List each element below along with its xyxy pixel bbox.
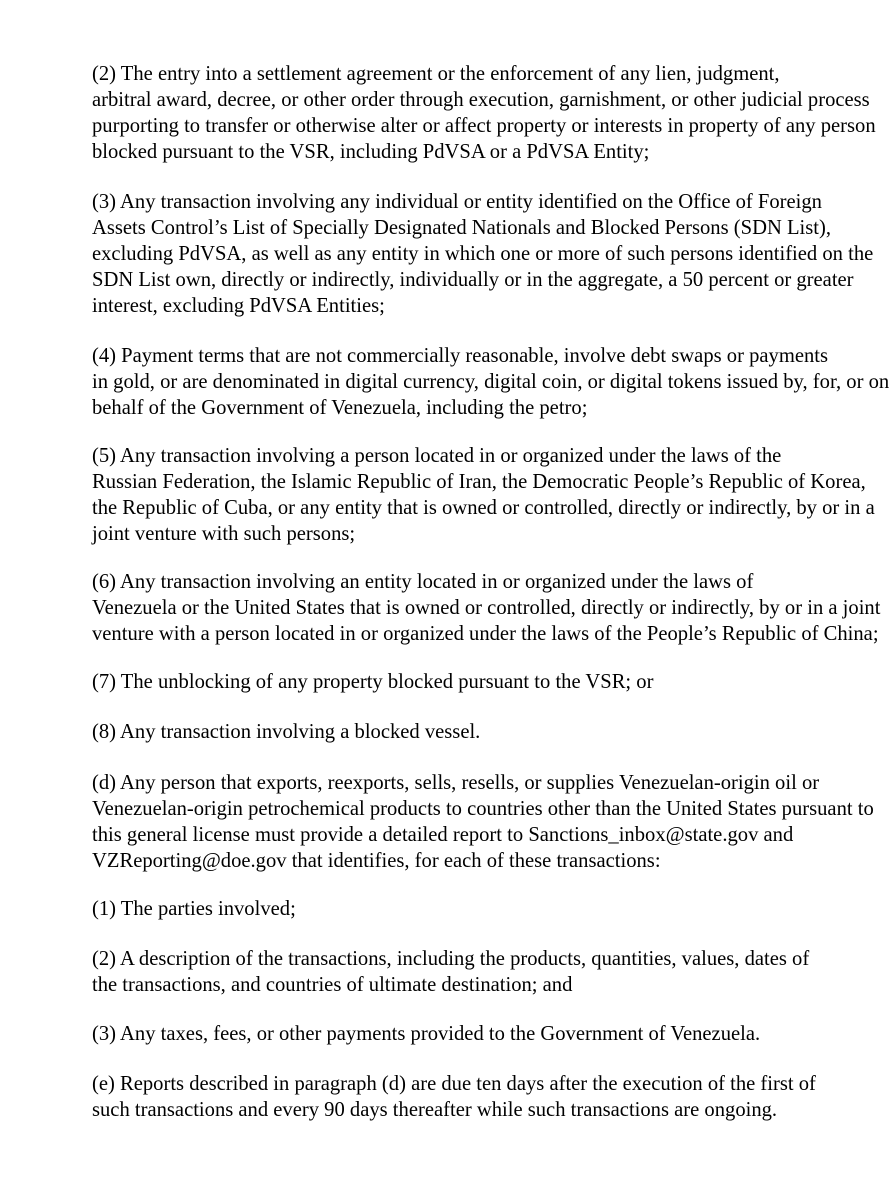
paragraph-c2: [29, 62, 889, 166]
text-line: Venezuelan-origin petrochemical products to countries other than the United States pursuant to: [92, 797, 874, 820]
text-line: (5) Any transaction involving a person located in or organized under the laws of the: [92, 445, 782, 467]
paragraph-c7: [29, 670, 889, 696]
paragraph-c6: [29, 570, 889, 648]
paragraph-e: [29, 1072, 889, 1124]
text-line: such transactions and every 90 days thereafter while such transactions are ongoing.: [92, 1098, 778, 1121]
text-line: behalf of the Government of Venezuela, including the petro;: [92, 396, 588, 419]
paragraph-d2: [29, 947, 889, 999]
text-line: (3) Any transaction involving any individual or entity identified on the Office of Foreign: [92, 191, 822, 213]
text-line: (e) Reports described in paragraph (d) are due ten days after the execution of the first of: [92, 1073, 816, 1095]
text-line: (2) The entry into a settlement agreement or the enforcement of any lien, judgment,: [92, 63, 780, 85]
text-line: blocked pursuant to the VSR, including PdVSA or a PdVSA Entity;: [92, 140, 650, 163]
text-line: VZReporting@doe.gov that identifies, for each of these transactions:: [92, 849, 661, 872]
paragraph-c8: [29, 720, 889, 746]
text-line: (d) Any person that exports, reexports, sells, resells, or supplies Venezuelan-origin oil or: [92, 772, 820, 794]
paragraph-c3: [29, 190, 889, 320]
paragraph-d3: [29, 1022, 889, 1048]
text-line: interest, excluding PdVSA Entities;: [92, 294, 385, 317]
text-line: venture with a person located in or organized under the laws of the People’s Republic of China;: [92, 622, 879, 645]
text-line: (6) Any transaction involving an entity located in or organized under the laws of: [92, 571, 754, 593]
text-line: (7) The unblocking of any property blocked pursuant to the VSR; or: [92, 671, 654, 693]
text-line: (1) The parties involved;: [92, 898, 296, 920]
paragraph-c5: [29, 444, 889, 548]
text-line: arbitral award, decree, or other order through execution, garnishment, or other judicial process: [92, 88, 870, 111]
text-line: (2) A description of the transactions, including the products, quantities, values, dates of: [92, 948, 810, 970]
text-line: (8) Any transaction involving a blocked vessel.: [92, 721, 481, 743]
text-line: joint venture with such persons;: [92, 522, 356, 545]
text-line: excluding PdVSA, as well as any entity in which one or more of such persons identified on the: [92, 242, 874, 265]
text-line: the transactions, and countries of ultimate destination; and: [92, 973, 573, 996]
text-line: SDN List own, directly or indirectly, individually or in the aggregate, a 50 percent or greater: [92, 268, 854, 291]
paragraph-d1: [29, 897, 889, 923]
paragraph-d: [29, 771, 889, 875]
text-line: purporting to transfer or otherwise alter or affect property or interests in property of any person: [92, 114, 876, 137]
text-line: Russian Federation, the Islamic Republic of Iran, the Democratic People’s Republic of Korea,: [92, 470, 866, 493]
text-line: (3) Any taxes, fees, or other payments provided to the Government of Venezuela.: [92, 1023, 761, 1045]
text-line: this general license must provide a detailed report to Sanctions_inbox@state.gov and: [92, 823, 794, 846]
text-line: the Republic of Cuba, or any entity that is owned or controlled, directly or indirectly, by or in a: [92, 496, 875, 519]
text-line: Assets Control’s List of Specially Designated Nationals and Blocked Persons (SDN List),: [92, 216, 832, 239]
paragraph-c4: [29, 344, 889, 422]
text-line: in gold, or are denominated in digital currency, digital coin, or digital tokens issued by, for, or on: [92, 370, 890, 393]
text-line: (4) Payment terms that are not commercially reasonable, involve debt swaps or payments: [92, 345, 829, 367]
text-line: Venezuela or the United States that is owned or controlled, directly or indirectly, by or in a joint: [92, 596, 881, 619]
